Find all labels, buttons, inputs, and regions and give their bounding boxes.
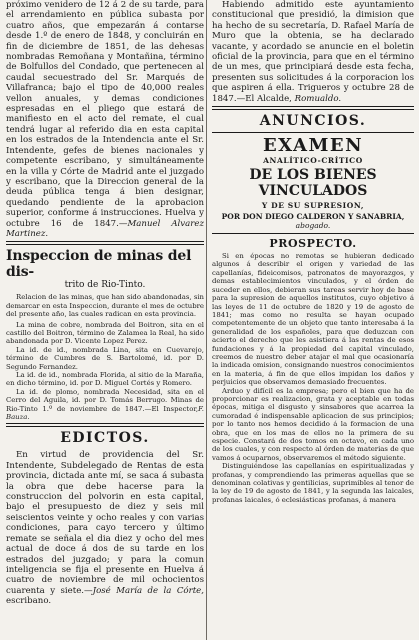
left-column [6,0,204,640]
heading-examen: EXAMEN [262,135,364,157]
heading-inspeccion-line1: Inspeccion de minas del dis- [6,248,192,281]
divider [212,106,414,110]
heading-bienes: DE LOS BIENES VINCULADOS [249,167,377,200]
signature-romualdo: Romualdo. [294,93,342,104]
signature-corte-tail: escribano. [6,596,52,607]
right-column [212,0,414,640]
column-divider [206,0,207,640]
edicto-body: En virtud de providencia del Sr. Intendente, Subdelegado de Rentas de esta provincia, dictada ante mí, se saca á subasta la obra que debe hacerse para la construccion del polvorin en esta capital, bajo el presupuesto de diez y seis mil seiscientos veinte y ocho reales y con varias condiciones, para cayo tercero y último remate se señala el dia diez y ocho del mes actual de doce á dos de su tarde en los estrados del juzgado; y para la comun inteligencia se fija el presente en Huelva á cuatro de noviembre de mil ochocientos cuarenta y siete.— [6,450,204,596]
prospecto-paragraph-3: Distinguiéndose las capellanías en espiritualizadas y profanas, y comprendiendo las primeras aquellas que se denominan colativas y gentilicias, suprimibles al tenor de la ley de 19 de agosto de 1841, y la segunda las laicales, profanas laicales, ó eclesiásticas profanas, á manera [212,462,414,504]
heading-autor: POR DON DIEGO CALDERON Y SANABRIA, [221,212,405,222]
heading-inspeccion [6,248,204,280]
divider [6,423,204,427]
mina-item-4-text: La id. de plomo, nombrada Necesidad, sita en el Cerro del Aguila, id. por D. Tomás Berrugo. Minas de Rio-Tinto 1.º de noviembre de 1847.—El Inspector, [6,387,204,413]
mina-item-2: La id. de id., nombrada Lina, sita en Cuevarejo, término de Cumbres de S. Bartolomé, id. por D. Segundo Fernandez. [6,345,204,371]
notice-trigueros-text: Habiendo admitido este ayuntamiento constitucional que presidió, la dimision que ha hecho de su secretaría, D. Rafael María de Muro que la obtenia, se ha declarado vacante, y acordado se anuncie en el boletin oficial de la provincia, para que en el término de un mes, que principiará desde esta fecha, presenten sus solicitudes á la corporacion los que aspiren á ella. Trigueros y octubre 28 de 1847.—El Alcalde, [212,0,414,104]
divider [212,233,414,234]
signature-corte: José María de la Córte, [92,585,204,596]
signature-alvarez: Manuel Alvarez Martinez. [6,218,204,239]
divider [6,241,204,245]
signature-bauza: F. Bauza. [6,404,204,422]
heading-prospecto: PROSPECTO. [269,237,357,251]
mina-item-1: La mina de cobre, nombrada del Boitron, sita en el castillo del Boitron, término de Zalamea la Real, ha sido abandonada por D. Vicente Lopez Perez. [6,320,204,346]
divider [212,132,414,133]
heading-abogado: abogado. [295,221,331,231]
mina-item-3: La id. de id., nombrada Florida, al sitio de la Maraña, en dicho término, id. por D. Miguel Cortés y Romero. [6,371,204,388]
mina-item-4 [6,388,204,422]
heading-anuncios: ANUNCIOS. [259,113,367,130]
notice-trigueros [212,0,414,104]
heading-analitico: ANALÍTICO-CRÍTICO [263,156,363,166]
prospecto-paragraph-2: Arduo y difícil es la empresa; pero el bien que ha de proporcionar es realizacion, grata y aceptable en todas épocas, mitiga el disgusto y sinsabores que acarrea la cumoradad é indispensable aplicacion de sus principios; por lo tanto nos hemos decidido á la formacion de una obra, que en los mas de ellos no la primera de su especie. Constará de dos tomos en octavo, en cada uno de los cuales, y con respecto al órden de materias de que vamos á ocuparnos, observaremos el método siguiente. [212,386,414,462]
notice-arrendamiento [6,0,204,239]
relacion-text: Relacion de las minas, que han sido abandonadas, sin demarcar en esta Inspeccion, durante el mes de octubre del presente año, las cuales radican en esta provincia. [6,293,204,319]
edicto-text [6,450,204,606]
heading-supresion: Y DE SU SUPRESION, [261,201,365,211]
heading-edictos: EDICTOS. [60,430,150,447]
notice-arrendamiento-text: próximo venidero de 12 á 2 de su tarde, para el arrendamiento en pública subasta por cuatro años, que empezarán á contarse desde 1.º de enero de 1848, y concluirán en fin de diciembre de 1851, de las dehesas nombradas Remoñana y Montañina, término de Bolfullos del Condado, que pertenecen al caudal secuestrado del Sr. Marqués de Villafranca; bajo el tipo de 40,000 reales vellon anuales, y demas condiciones espresadas en el pliego que estará de manifiesto en el acto del remate, el cual tendrá lugar al referido dia en esta capital en los estrados de la Intendencia ante el Sr. Intendente, gefes de bienes nacionales y competente escribano, y simultáneamente en la villa y Córte de Madrid ante el juzgado y escribano, que la Direccion general de la deuda pública tenga á bien designar, quedando pendiente de la aprobacion superior, conforme á instrucciones. Huelva y octubre 16 de 1847.— [6,0,204,229]
heading-inspeccion-line2: trito de Rio-Tinto. [64,280,146,291]
prospecto-paragraph-1: Si en épocas no remotas se hubieran dedicado algunos á describir el origen y variedad de las capellanías, fideicomisos, patronatos de mayorazgos, y demas establecimientos vinculados, y el órden de suceder en ellos, debieran sus tareas servir hoy de base para la supresion de aquellos institutos, cuyo objetivo á las leyes de 11 de octubre de 1820 y 19 de agosto de 1841; mas como no resulta se hayan ocupado competentemente de un objeto que tanto interesaba á la generalidad de los españoles, para que deduzcan con acierto el derecho que les asistiera á las rentas de esos fundaciones y á la propiedad del capital vinculado, creemos de nuestro deber atajar el mal que ocasionaría la indicada omision, consignando nuestros conocimientos en la materia, á fin de que ellos impidan los daños y perjuicios que observamos demasiado frecuentes. [212,252,414,387]
